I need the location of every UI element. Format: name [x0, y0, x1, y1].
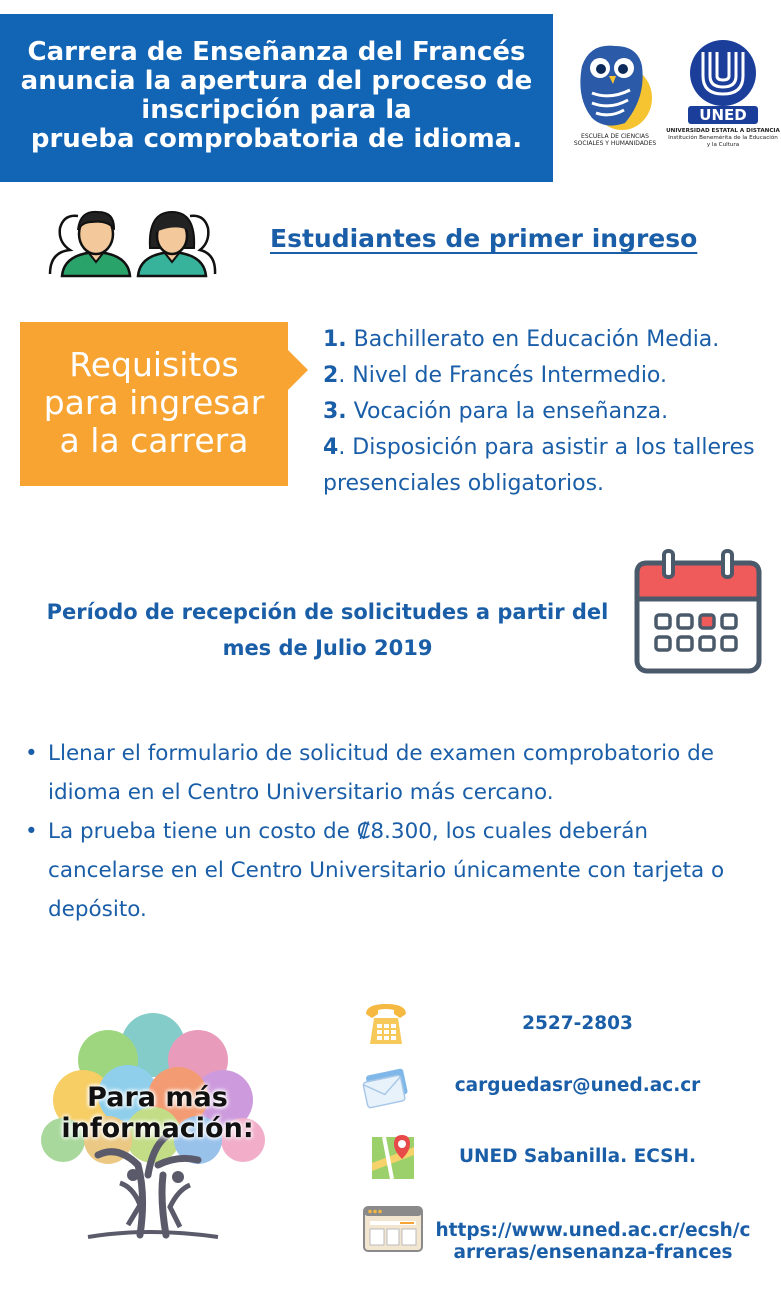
- school-logo-caption: ESCUELA DE CIENCIAS SOCIALES Y HUMANIDADES: [573, 133, 657, 147]
- requirement-item: [323, 358, 773, 394]
- title-line: prueba comprobatoria de idioma.: [30, 124, 523, 154]
- requirement-number: 1.: [323, 327, 347, 352]
- phone-icon: [362, 1000, 410, 1048]
- instructions-list: [22, 734, 767, 929]
- uned-subtitle: UNIVERSIDAD ESTATAL A DISTANCIA: [666, 128, 780, 134]
- web-icon: [362, 1205, 424, 1253]
- requirement-number: 3.: [323, 399, 347, 424]
- instruction-item: [22, 812, 767, 929]
- title-line: anuncia la apertura del proceso de: [20, 66, 533, 96]
- uned-tagline: Institución Benemérita de la Educación y la Cultura: [668, 135, 778, 148]
- info-title-line: información:: [61, 1113, 254, 1144]
- website-line: arreras/ensenanza-frances: [453, 1242, 733, 1263]
- instruction-text: Llenar el formulario de solicitud de examen comprobatorio de idioma en el Centro Universitario más cercano.: [48, 741, 714, 805]
- requirements-title-line: a la carrera: [59, 421, 249, 460]
- owl-icon: [570, 38, 660, 133]
- requirements-title: [20, 346, 288, 460]
- bullet-icon: •: [25, 819, 38, 844]
- address-text: UNED Sabanilla. ECSH.: [458, 1146, 696, 1167]
- uned-wordmark: UNED: [699, 106, 747, 124]
- instruction-text: La prueba tiene un costo de ₡8.300, los cuales deberán cancelarse en el Centro Universitario únicamente con tarjeta o depósito.: [48, 819, 725, 922]
- requirement-text: . Disposición para asistir a los talleres presenciales obligatorios.: [323, 435, 755, 496]
- requirements-list: [323, 322, 773, 502]
- application-period: [30, 594, 625, 666]
- map-icon: [370, 1133, 418, 1181]
- requirement-text: . Nivel de Francés Intermedio.: [338, 363, 667, 388]
- uned-logo: [666, 38, 780, 168]
- email-icon: [362, 1062, 410, 1110]
- announcement-title: [0, 38, 553, 154]
- requirement-item: [323, 430, 773, 502]
- students-title: Estudiantes de primer ingreso: [270, 224, 698, 253]
- period-line: Período de recepción de solicitudes a partir del: [46, 600, 609, 624]
- title-line: inscripción para la: [141, 95, 412, 125]
- requirement-number: 2: [323, 363, 339, 388]
- more-info-title: [50, 1082, 265, 1144]
- bullet-icon: •: [25, 741, 38, 766]
- website-link[interactable]: [432, 1220, 754, 1264]
- requirement-text: Bachillerato en Educación Media.: [346, 327, 720, 352]
- website-line: https://www.uned.ac.cr/ecsh/c: [435, 1220, 751, 1241]
- requirement-text: Vocación para la enseñanza.: [346, 399, 669, 424]
- period-line: mes de Julio 2019: [222, 636, 433, 660]
- school-logo: [570, 38, 660, 168]
- title-line: Carrera de Enseñanza del Francés: [27, 37, 526, 67]
- requirement-item: [323, 394, 773, 430]
- requirement-number: 4: [323, 435, 339, 460]
- uned-logo-caption: [666, 128, 780, 149]
- requirements-title-line: para ingresar: [43, 383, 265, 422]
- requirements-title-line: Requisitos: [69, 345, 239, 384]
- instruction-item: [22, 734, 767, 812]
- requirement-item: [323, 322, 773, 358]
- email-link[interactable]: carguedasr@uned.ac.cr: [454, 1075, 701, 1096]
- calendar-icon: [634, 549, 762, 675]
- info-title-line: Para más: [87, 1082, 228, 1113]
- requirements-arrow: [288, 350, 308, 390]
- students-icon: [40, 204, 225, 278]
- phone-number[interactable]: 2527-2803: [522, 1013, 633, 1034]
